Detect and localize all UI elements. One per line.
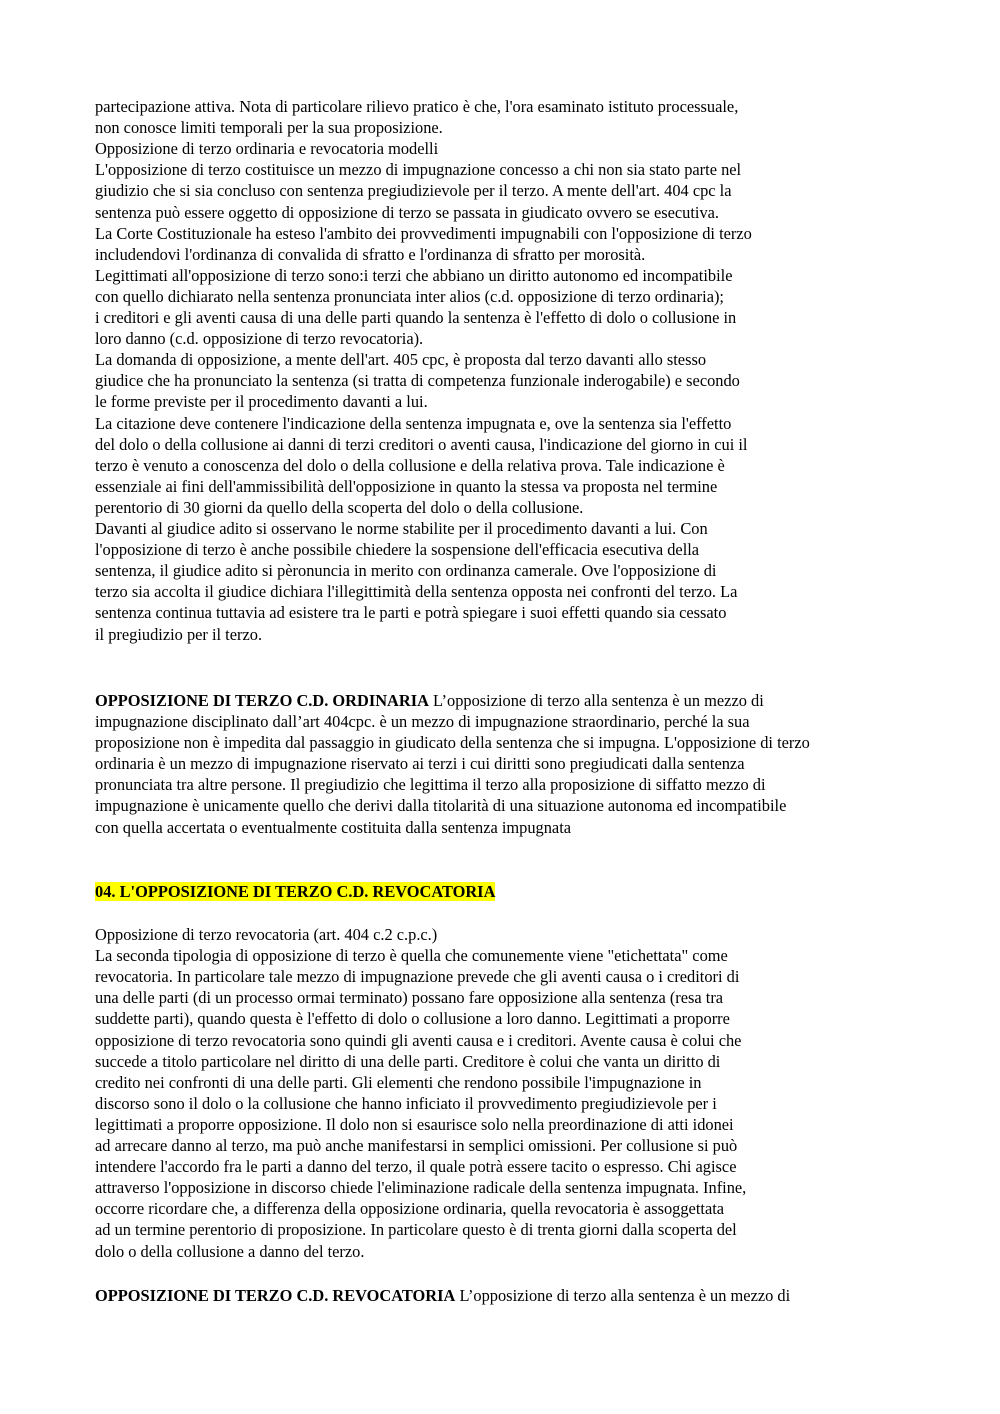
text-line: succede a titolo particolare nel diritto di una delle parti. Creditore è colui che vanta un diritto di — [95, 1051, 721, 1071]
text-line: L'opposizione di terzo costituisce un mezzo di impugnazione concesso a chi non sia stato parte nel — [95, 160, 742, 180]
text-line: partecipazione attiva. Nota di particolare rilievo pratico è che, l'ora esaminato istituto processuale, — [95, 97, 739, 116]
text-line: con quella accertata o eventualmente costituita dalla sentenza impugnata — [95, 817, 572, 837]
revocatoria-heading: OPPOSIZIONE DI TERZO C.D. REVOCATORIA — [95, 1286, 456, 1305]
text-line: La citazione deve contenere l'indicazione della sentenza impugnata e, ove la sentenza sia l'effetto — [95, 413, 732, 433]
text-line: dolo o della collusione a danno del terzo. — [95, 1241, 365, 1261]
text-line: La seconda tipologia di opposizione di terzo è quella che comunemente viene "etichettata" come — [95, 946, 728, 966]
text-line: ordinaria è un mezzo di impugnazione riservato ai terzi i cui diritti sono pregiudicati dalla sentenza — [95, 754, 745, 774]
ordinaria-first-line — [95, 690, 764, 711]
text-line: ad un termine perentorio di proposizione. In particolare questo è di trenta giorni dalla scoperta del — [95, 1220, 737, 1240]
text-line: suddette parti), quando questa è l'effetto di dolo o collusione a loro danno. Legittimati a proporre — [95, 1009, 730, 1029]
text-line: sentenza può essere oggetto di opposizione di terzo se passata in giudicato ovvero se esecutiva. — [95, 202, 720, 222]
text-line: impugnazione è unicamente quello che derivi dalla titolarità di una situazione autonoma ed incompatibile — [95, 796, 787, 816]
text-line: attraverso l'opposizione in discorso chiede l'eliminazione radicale della sentenza impugnata. Infine, — [95, 1178, 747, 1198]
text-line: intendere l'accordo fra le parti a danno del terzo, il quale potrà essere tacito o espresso. Chi agisce — [95, 1157, 737, 1177]
text-line: impugnazione disciplinato dall’art 404cpc. è un mezzo di impugnazione straordinario, perché la sua — [95, 712, 750, 731]
text-line: del dolo o della collusione ai danni di terzi creditori o aventi causa, l'indicazione del giorno in cui il — [95, 434, 748, 454]
text-line: Legittimati all'opposizione di terzo sono:i terzi che abbiano un diritto autonomo ed incompatibile — [95, 265, 733, 285]
text-line: Davanti al giudice adito si osservano le norme stabilite per il procedimento davanti a lui. Con — [95, 519, 708, 538]
text-line: credito nei confronti di una delle parti. Gli elementi che rendono possibile l'impugnazione in — [95, 1072, 702, 1092]
text-line: sentenza, il giudice adito si pèronuncia in merito con ordinanza camerale. Ove l'opposizione di — [95, 561, 717, 581]
text-line: pronunciata tra altre persone. Il pregiudizio che legittima il terzo alla proposizione di siffatto mezzo di — [95, 775, 766, 795]
text-line: opposizione di terzo revocatoria sono quindi gli aventi causa e i creditori. Avente causa è colui che — [95, 1030, 742, 1050]
text-line: essenziale ai fini dell'ammissibilità dell'opposizione in quanto la stessa va proposta nel termine — [95, 476, 718, 496]
text-line: i creditori e gli aventi causa di una delle parti quando la sentenza è l'effetto di dolo o collusione in — [95, 308, 737, 327]
text-line: Opposizione di terzo ordinaria e revocatoria modelli — [95, 139, 439, 159]
text-line: il pregiudizio per il terzo. — [95, 624, 263, 644]
revocatoria-chapter-heading: 04. L'OPPOSIZIONE DI TERZO C.D. REVOCATORIA — [95, 882, 496, 901]
text-line: proposizione non è impedita dal passaggio in giudicato della sentenza che si impugna. L'opposizione di terzo — [95, 733, 810, 753]
text-line: giudizio che si sia concluso con sentenza pregiudizievole per il terzo. A mente dell'art. 404 cpc la — [95, 181, 732, 201]
text-line: le forme previste per il procedimento davanti a lui. — [95, 392, 428, 412]
text-line: occorre ricordare che, a differenza della opposizione ordinaria, quella revocatoria è assoggettata — [95, 1199, 725, 1219]
text-line: l'opposizione di terzo è anche possibile chiedere la sospensione dell'efficacia esecutiva della — [95, 540, 700, 560]
revocatoria-chapter-line — [95, 881, 495, 902]
text-line: discorso sono il dolo o la collusione che hanno inficiato il provvedimento pregiudizievole per i — [95, 1093, 717, 1113]
text-line: La domanda di opposizione, a mente dell'art. 405 cpc, è proposta dal terzo davanti allo stesso — [95, 350, 707, 370]
text-line: ad arrecare danno al terzo, ma può anche manifestarsi in semplici omissioni. Per collusione si può — [95, 1136, 738, 1155]
text-line: terzo sia accolta il giudice dichiara l'illegittimità della sentenza opposta nei confronti del terzo. La — [95, 582, 738, 602]
revocatoria-first-line-text: L’opposizione di terzo alla sentenza è un mezzo di — [455, 1286, 791, 1305]
text-line: una delle parti (di un processo ormai terminato) possano fare opposizione alla sentenza (resa tra — [95, 988, 724, 1008]
ordinaria-first-line-text: L’opposizione di terzo alla sentenza è un mezzo di — [428, 691, 764, 710]
text-line: giudice che ha pronunciato la sentenza (si tratta di competenza funzionale inderogabile) e secondo — [95, 371, 740, 391]
text-line: includendovi l'ordinanza di convalida di sfratto e l'ordinanza di sfratto per morosità. — [95, 244, 646, 264]
text-line: terzo è venuto a conoscenza del dolo o della collusione e della relativa prova. Tale indicazione è — [95, 455, 725, 475]
text-line: La Corte Costituzionale ha esteso l'ambito dei provvedimenti impugnabili con l'opposizione di terzo — [95, 223, 752, 243]
text-line: non conosce limiti temporali per la sua proposizione. — [95, 118, 443, 138]
text-line: perentorio di 30 giorni da quello della scoperta del dolo o della collusione. — [95, 497, 584, 517]
text-line: sentenza continua tuttavia ad esistere tra le parti e potrà spiegare i suoi effetti quando sia cessato — [95, 603, 727, 623]
revocatoria-first-line — [95, 1285, 790, 1306]
text-line: loro danno (c.d. opposizione di terzo revocatoria). — [95, 329, 424, 349]
text-line: con quello dichiarato nella sentenza pronunciata inter alios (c.d. opposizione di terzo ordinaria); — [95, 286, 724, 306]
text-line: Opposizione di terzo revocatoria (art. 404 c.2 c.p.c.) — [95, 925, 438, 944]
text-line: revocatoria. In particolare tale mezzo di impugnazione prevede che gli aventi causa o i creditori di — [95, 967, 740, 987]
text-line: legittimati a proporre opposizione. Il dolo non si esaurisce solo nella preordinazione di atti idonei — [95, 1114, 734, 1134]
ordinaria-heading: OPPOSIZIONE DI TERZO C.D. ORDINARIA — [95, 691, 429, 710]
